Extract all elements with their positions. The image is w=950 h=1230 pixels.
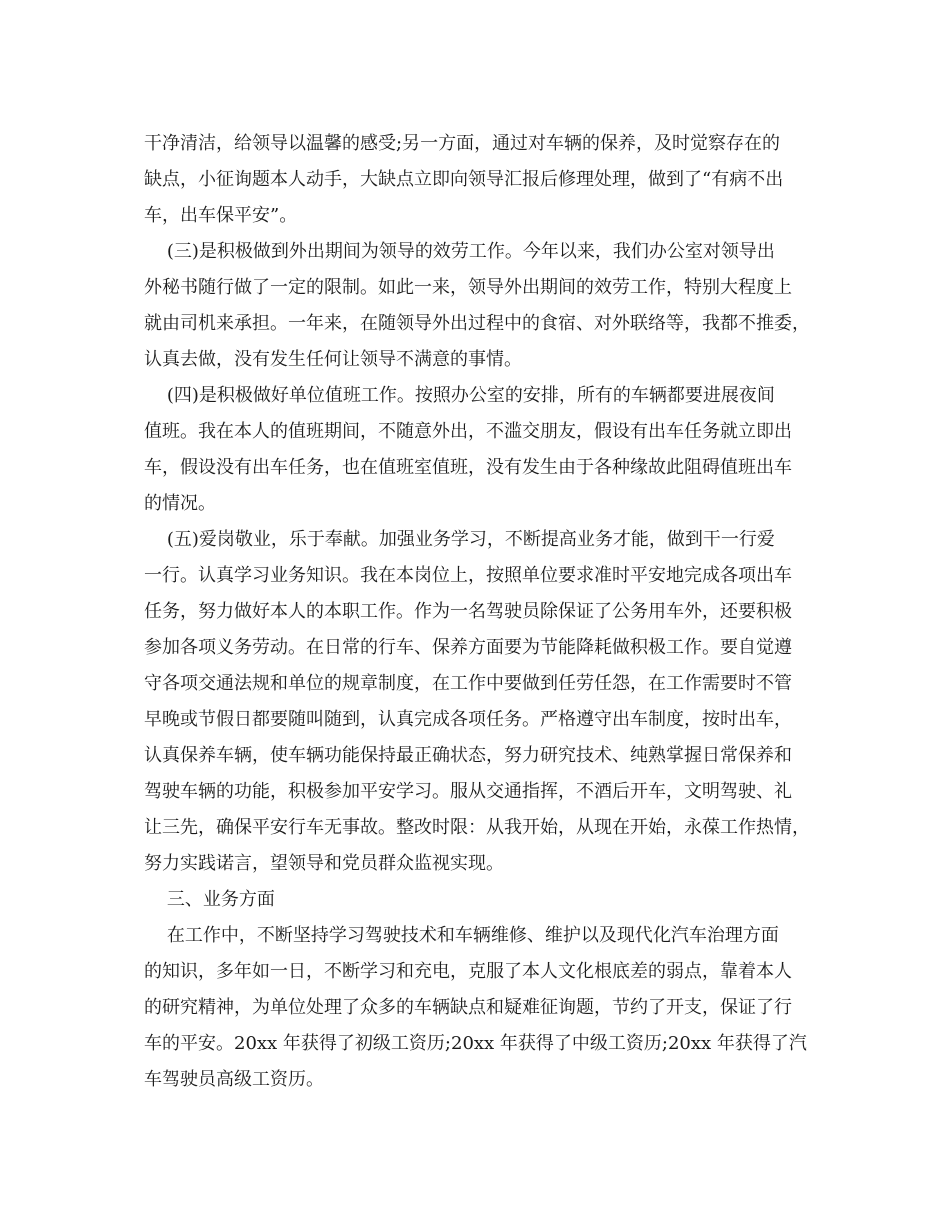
text-line: 缺点，小征询题本人动手，大缺点立即向领导汇报后修理处理，做到了“有病不出 — [144, 169, 784, 190]
text-line: 认真去做，没有发生任何让领导不满意的事情。 — [144, 349, 522, 370]
text-line: 早晚或节假日都要随叫随到，认真完成各项任务。严格遵守出车制度，按时出车， — [144, 709, 792, 730]
text-line: 驾驶车辆的功能，积极参加平安学习。服从交通指挥，不酒后开车，文明驾驶、礼 — [144, 781, 792, 802]
text-line: 让三先，确保平安行车无事故。整改时限：从我开始，从现在开始，永葆工作热情， — [144, 817, 810, 838]
text-line: 认真保养车辆，使车辆功能保持最正确状态，努力研究技术、纯熟掌握日常保养和 — [144, 745, 792, 766]
text-line: (三)是积极做到外出期间为领导的效劳工作。今年以来，我们办公室对领导出 — [144, 241, 775, 262]
text-line: 的知识，多年如一日，不断学习和充电，克服了本人文化根底差的弱点，靠着本人 — [144, 961, 792, 982]
text-line: 车的平安。20xx 年获得了初级工资历;20xx 年获得了中级工资历;20xx 年获得了汽 — [144, 1033, 807, 1054]
text-line: 外秘书随行做了一定的限制。如此一来，领导外出期间的效劳工作，特别大程度上 — [144, 277, 792, 298]
text-line: 参加各项义务劳动。在日常的行车、保养方面要为节能降耗做积极工作。要自觉遵 — [144, 637, 792, 658]
text-line: 一行。认真学习业务知识。我在本岗位上，按照单位要求准时平安地完成各项出车 — [144, 565, 792, 586]
text-line: 努力实践诺言，望领导和党员群众监视实现。 — [144, 853, 504, 874]
text-line: 的研究精神，为单位处理了众多的车辆缺点和疑难征询题，节约了开支，保证了行 — [144, 997, 792, 1018]
text-line: 就由司机来承担。一年来，在随领导外出过程中的食宿、对外联络等，我都不推委， — [144, 313, 810, 334]
text-line: 的情况。 — [144, 493, 216, 514]
text-line: 车，出车保平安”。 — [144, 205, 298, 226]
text-line: 在工作中，不断坚持学习驾驶技术和车辆维修、维护以及现代化汽车治理方面 — [144, 925, 779, 946]
text-line: 值班。我在本人的值班期间，不随意外出，不滥交朋友，假设有出车任务就立即出 — [144, 421, 792, 442]
document-body — [144, 126, 824, 1098]
text-line: (五)爱岗敬业，乐于奉献。加强业务学习，不断提高业务才能，做到干一行爱 — [144, 529, 775, 550]
text-line: 守各项交通法规和单位的规章制度，在工作中要做到任劳任怨，在工作需要时不管 — [144, 673, 792, 694]
text-line: 干净清洁，给领导以温馨的感受;另一方面，通过对车辆的保养，及时觉察存在的 — [144, 133, 781, 154]
text-line: 车，假设没有出车任务，也在值班室值班，没有发生由于各种缘故此阻碍值班出车 — [144, 457, 792, 478]
text-line: (四)是积极做好单位值班工作。按照办公室的安排，所有的车辆都要进展夜间 — [144, 385, 775, 406]
text-line: 任务，努力做好本人的本职工作。作为一名驾驶员除保证了公务用车外，还要积极 — [144, 601, 792, 622]
text-line: 车驾驶员高级工资历。 — [144, 1069, 324, 1090]
section-heading: 三、业务方面 — [144, 889, 275, 910]
